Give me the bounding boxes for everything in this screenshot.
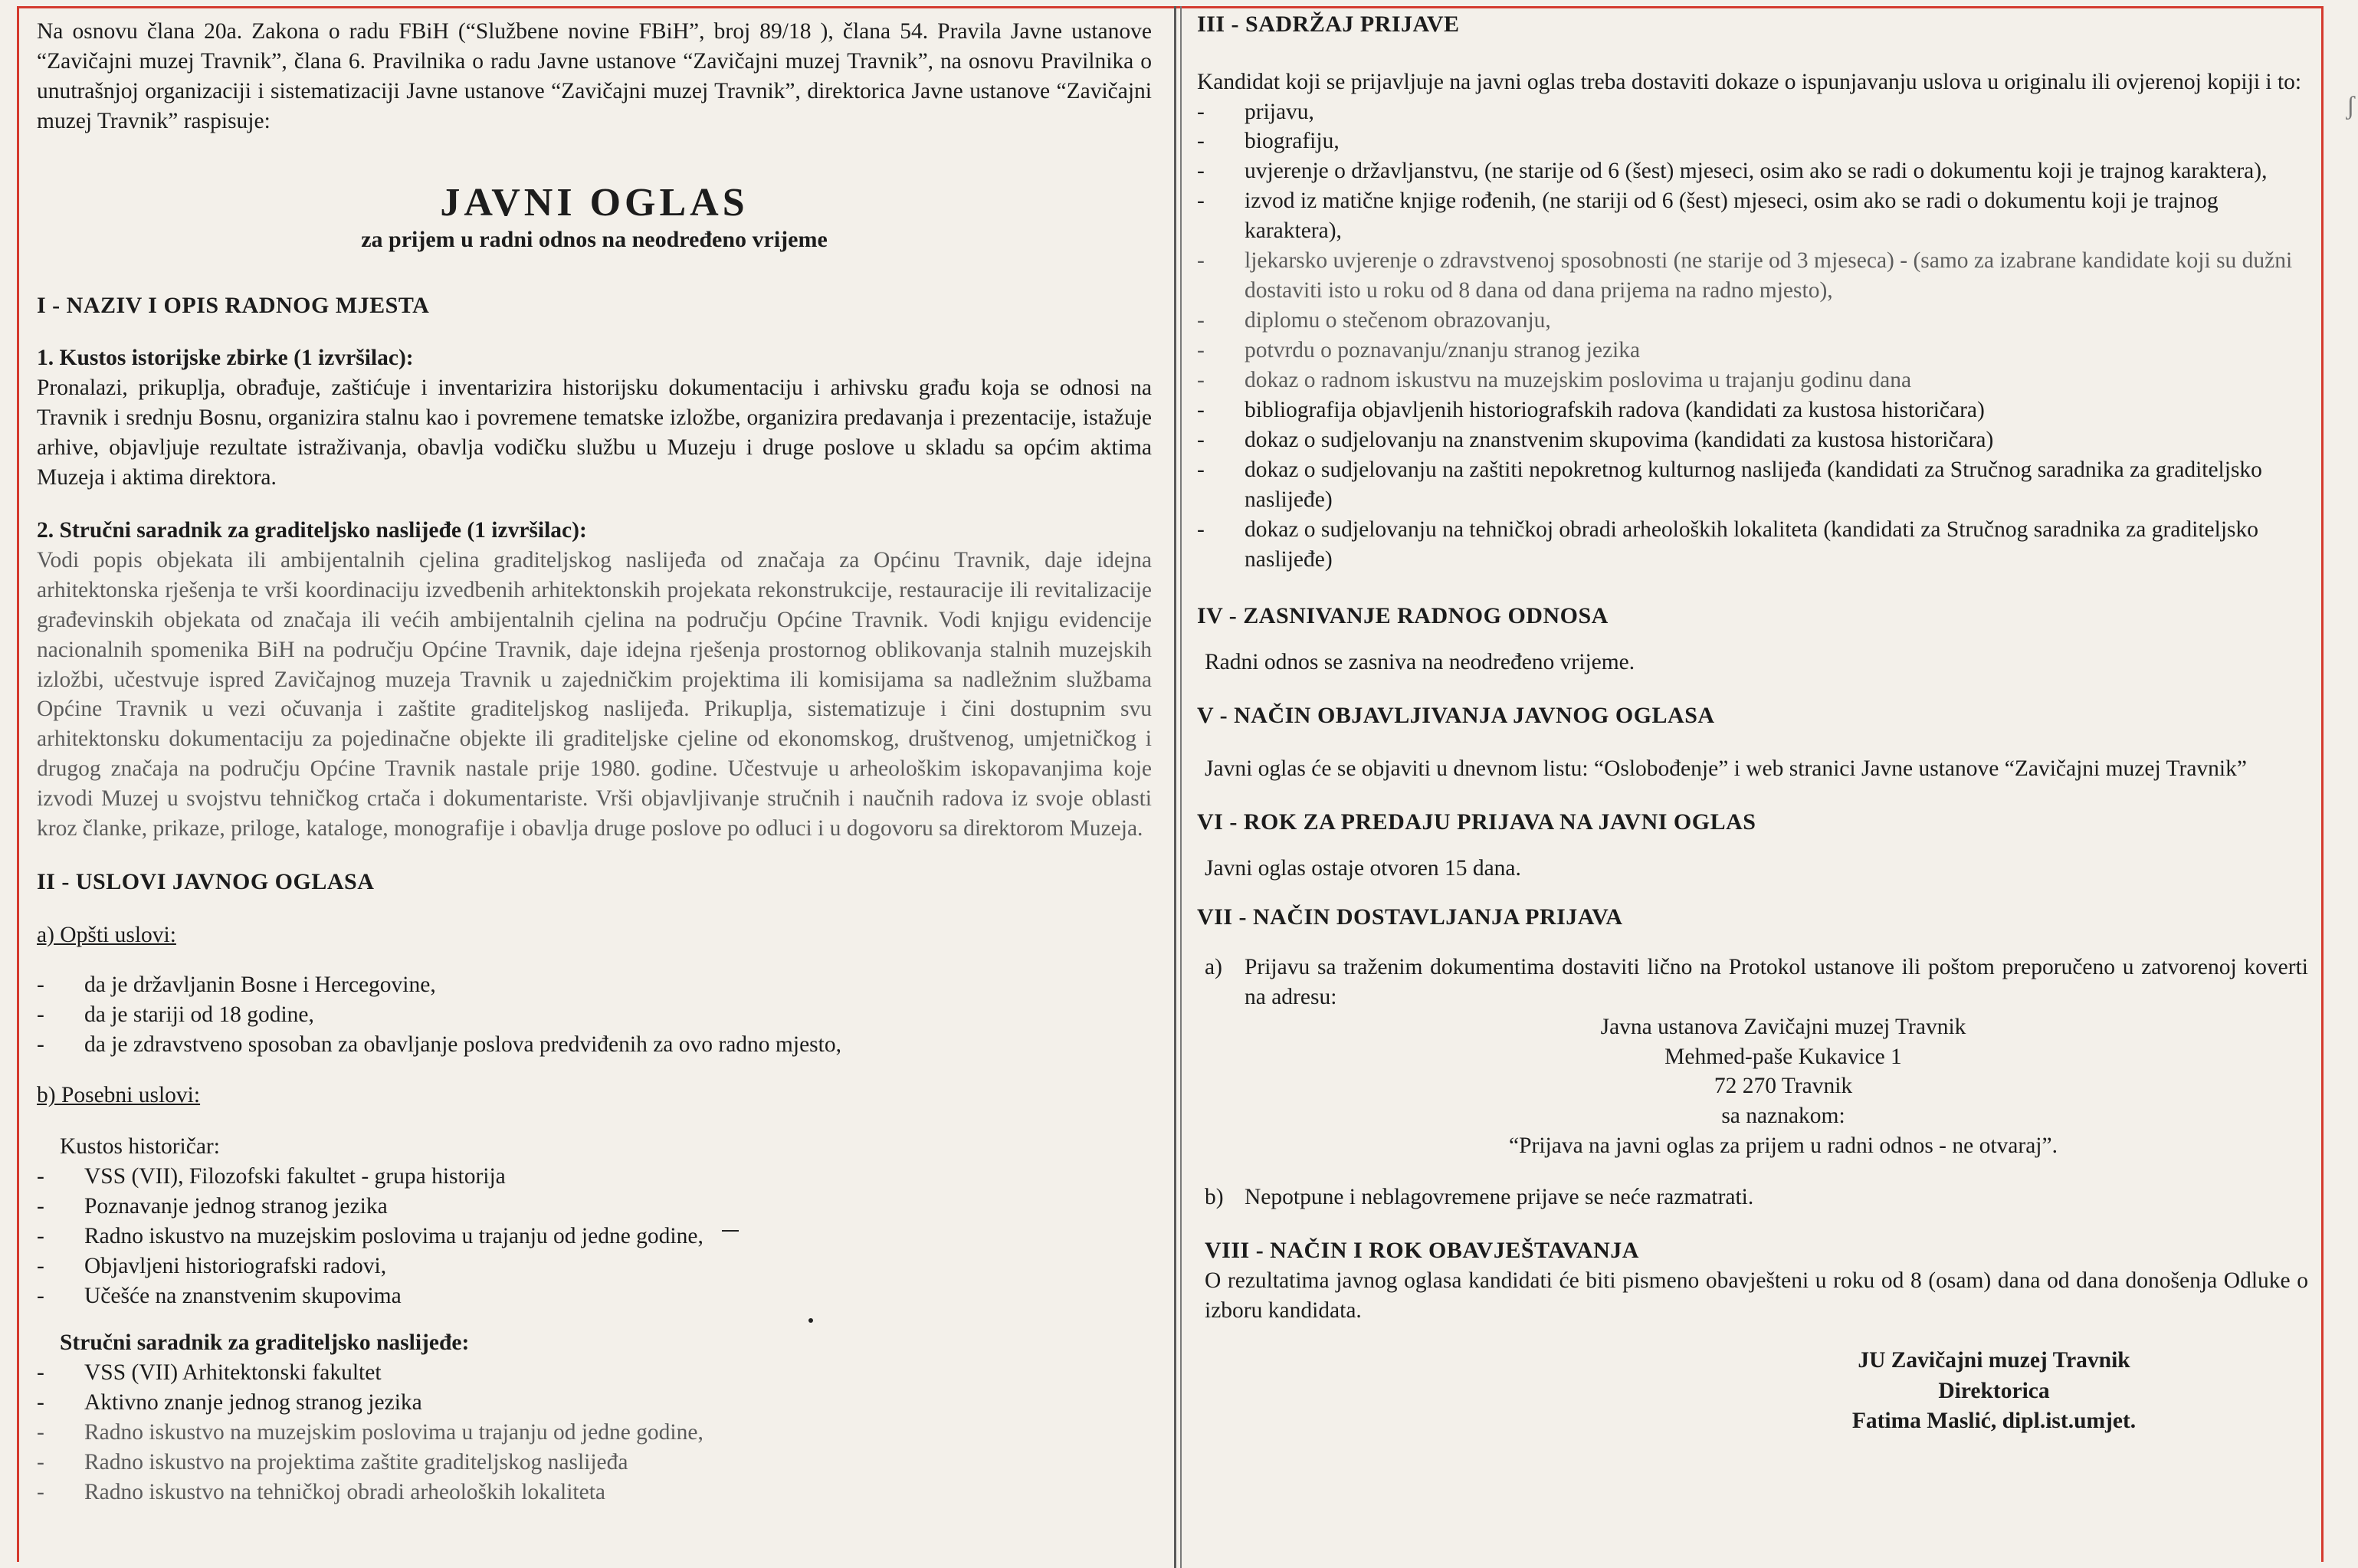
- intro-paragraph: Na osnovu člana 20a. Zakona o radu FBiH (“Službene novine FBiH”, broj 89/18 ), člana 54. Pravila Javne ustanove “Zavičajni muzej Travnik”, člana 6. Pravilnika o radu Javne ustanove “Zavičajni muzej Travnik”, na osnovu Pravilnika o unutrašnjoj organizaciji i sistematizaciji Javne ustanove “Zavičajni muzej Travnik”, direktorica Javne ustanove “Zavičajni muzej Travnik” raspisuje:: [37, 19, 1152, 133]
- list-item: - Poznavanje jednog stranog jezika: [37, 1192, 1152, 1222]
- list-item: - da je državljanin Bosne i Hercegovine,: [37, 970, 1152, 1000]
- list-item: - Objavljeni historiografski radovi,: [37, 1251, 1152, 1281]
- list-item: - diplomu o stečenom obrazovanju,: [1197, 306, 2308, 336]
- list-item: - izvod iz matične knjige rođenih, (ne stariji od 6 (šest) mjeseci, osim ako se radi o dokumentu koji je trajnog karaktera),: [1197, 186, 2308, 246]
- ad-subtitle: za prijem u radni odnos na neodređeno vrijeme: [361, 226, 828, 252]
- list-item: - Aktivno znanje jednog stranog jezika: [37, 1388, 1152, 1418]
- option-b-marker: b): [1205, 1185, 1224, 1210]
- list-item: - Učešće na znanstvenim skupovima: [37, 1281, 1152, 1311]
- list-item: - Radno iskustvo na projektima zaštite graditeljskog naslijeđa: [37, 1448, 1152, 1478]
- general-conditions-heading: a) Opšti uslovi:: [37, 922, 176, 947]
- section-5-heading: V - NAČIN OBJAVLJIVANJA JAVNOG OGLASA: [1197, 703, 1715, 729]
- option-b-text: Nepotpune i neblagovremene prijave se neće razmatrati.: [1245, 1185, 1754, 1210]
- kustos-conditions-list: [37, 1162, 1152, 1311]
- saradnik-label: Stručni saradnik za graditeljsko naslijeđe:: [60, 1330, 470, 1356]
- list-item: - da je stariji od 18 godine,: [37, 1000, 1152, 1030]
- section-7-heading: VII - NAČIN DOSTAVLJANJA PRIJAVA: [1197, 904, 1623, 930]
- ink-speck: [808, 1318, 813, 1323]
- list-item: - biografiju,: [1197, 126, 2308, 156]
- kustos-label: Kustos historičar:: [60, 1134, 220, 1160]
- address-line: Javna ustanova Zavičajni muzej Travnik: [1600, 1014, 1966, 1039]
- list-item: - Radno iskustvo na muzejskim poslovima u trajanju od jedne godine,: [37, 1222, 1152, 1251]
- list-item: - dokaz o sudjelovanju na tehničkoj obradi arheoloških lokaliteta (kandidati za Stručnog saradnika za graditeljsko naslijeđe): [1197, 515, 2308, 575]
- section-6-heading: VI - ROK ZA PREDAJU PRIJAVA NA JAVNI OGLAS: [1197, 809, 1756, 835]
- envelope-marking: “Prijava na javni oglas za prijem u radni odnos - ne otvaraj”.: [1509, 1133, 2058, 1159]
- option-a-text: Prijavu sa traženim dokumentima dostaviti lično na Protokol ustanove ili poštom preporučeno u zatvorenoj koverti na adresu:: [1245, 954, 2308, 1009]
- section-8-text: O rezultatima javnog oglasa kandidati će biti pismeno obavješteni u roku od 8 (osam) dana od dana donošenja Odluke o izboru kandidata.: [1205, 1268, 2308, 1323]
- section-5-text: Javni oglas će se objaviti u dnevnom listu: “Oslobođenje” i web stranici Javne ustanove “Zavičajni muzej Travnik”: [1205, 756, 2247, 781]
- section-1-heading: I - NAZIV I OPIS RADNOG MJESTA: [37, 292, 430, 318]
- ad-title: JAVNI OGLAS: [440, 180, 749, 225]
- list-item: - VSS (VII) Arhitektonski fakultet: [37, 1358, 1152, 1388]
- signature-name: Fatima Maslić, dipl.ist.umjet.: [1851, 1409, 2137, 1434]
- section-4-heading: IV - ZASNIVANJE RADNOG ODNOSA: [1197, 602, 1609, 628]
- signature-role: Direktorica: [1938, 1378, 2050, 1403]
- list-item: - prijavu,: [1197, 97, 2308, 127]
- position-2-description: Vodi popis objekata ili ambijentalnih cjelina graditeljskog naslijeđa od značaja za Općinu Travnik, daje idejna arhitektonska rješenja te vrši koordinaciju izvedbenih arhitektonskih projekata rekonstrukcije, restauracije ili revitalizacije građevinskih objekata od značaja ili većih ambijentalnih cjelina na području Općine Travnik. Vodi knjigu evidencije nacionalnih spomenika BiH na području Općine Travnik, daje idejna rješenja prostornog oblikovanja stalnih muzejskih izložbi, učestvuje ispred Zavičajnog muzeja Travnik u zajedničkim projektima ili komisijama sa nadležnim službama Općine Travnik u vezi očuvanja i zaštite graditeljskog naslijeđa. Prikuplja, sistematizuje i čini dostupnim svu arhitektonsku dokumentaciju za pojedinačne objekte ili graditeljske cjeline od ekonomskog, društvenog, umjetničkog i drugog značaja na području Općine Travnik nastale prije 1980. godine. Učestvuje u arheološkim iskopavanjima koje izvodi Muzej u svojstvu tehničkog crtača i dokumentariste. Vrši objavljivanje stručnih i naučnih radova iz svoje oblasti kroz članke, prikaze, priloge, kataloge, monografije i obavlja druge poslove po odluci i u dogovoru sa direktorom Muzeja.: [37, 547, 1152, 841]
- position-1-description: Pronalazi, prikuplja, obrađuje, zaštićuje i inventarizira historijsku dokumentaciju i arhivsku građu koja se odnosi na Travnik i srednju Bosnu, organizira stalnu kao i povremene tematske izložbe, organizira predavanja i prezentacije, istažuje arhive, objavljuje rezultate istraživanja, obavlja vodičku službu u Muzeju i druge poslove u skladu sa općim aktima Muzeja i aktima direktora.: [37, 376, 1152, 490]
- column-divider-inner: [1180, 6, 1182, 1568]
- section-4-text: Radni odnos se zasniva na neodređeno vrijeme.: [1205, 650, 1635, 675]
- list-item: - Radno iskustvo na tehničkoj obradi arheoloških lokaliteta: [37, 1478, 1152, 1507]
- list-item: - Radno iskustvo na muzejskim poslovima u trajanju od jedne godine,: [37, 1418, 1152, 1448]
- saradnik-conditions-list: [37, 1358, 1152, 1507]
- list-item: - da je zdravstveno sposoban za obavljanje poslova predviđenih za ovo radno mjesto,: [37, 1030, 1152, 1060]
- option-a-marker: a): [1205, 954, 1222, 979]
- left-column: [37, 8, 1152, 1507]
- general-conditions-list: [37, 970, 1152, 1060]
- ink-mark: [722, 1230, 739, 1232]
- signature-org: JU Zavičajni muzej Travnik: [1858, 1347, 2130, 1373]
- section-8-heading: VIII - NAČIN I ROK OBAVJEŠTAVANJA: [1205, 1238, 1639, 1264]
- address-line: Mehmed-paše Kukavice 1: [1664, 1044, 1902, 1069]
- position-2-heading: 2. Stručni saradnik za graditeljsko naslijeđe (1 izvršilac):: [37, 517, 587, 543]
- page-edge-mark: ʃ: [2346, 92, 2355, 120]
- list-item: - dokaz o sudjelovanju na zaštiti nepokretnog kulturnog naslijeđa (kandidati za Stručnog saradnika za graditeljsko naslijeđe): [1197, 455, 2308, 515]
- column-divider: [1174, 6, 1176, 1568]
- list-item: - dokaz o radnom iskustvu na muzejskim poslovima u trajanju godinu dana: [1197, 366, 2308, 395]
- documents-list: [1197, 97, 2308, 575]
- address-line: 72 270 Travnik: [1714, 1074, 1853, 1099]
- right-column: [1197, 8, 2308, 1437]
- section-2-heading: II - USLOVI JAVNOG OGLASA: [37, 869, 375, 895]
- position-1-heading: 1. Kustos istorijske zbirke (1 izvršilac):: [37, 346, 414, 371]
- list-item: - dokaz o sudjelovanju na znanstvenim skupovima (kandidati za kustosa historičara): [1197, 425, 2308, 455]
- signature-block: [1795, 1346, 2193, 1437]
- special-conditions-heading: b) Posebni uslovi:: [37, 1083, 201, 1108]
- list-item: - ljekarsko uvjerenje o zdravstvenoj sposobnosti (ne starije od 3 mjeseca) - (samo za izabrane kandidate koji su dužni dostaviti isto u roku od 8 dana od dana prijema na radno mjesto),: [1197, 246, 2308, 306]
- list-item: - bibliografija objavljenih historiografskih radova (kandidati za kustosa historičara): [1197, 395, 2308, 425]
- list-item: - potvrdu o poznavanju/znanju stranog jezika: [1197, 336, 2308, 366]
- list-item: - uvjerenje o državljanstvu, (ne starije od 6 (šest) mjeseci, osim ako se radi o dokumentu koji je trajnog karaktera),: [1197, 156, 2308, 186]
- delivery-option-b: [1197, 1183, 2308, 1212]
- address-line: sa naznakom:: [1721, 1104, 1845, 1129]
- section-3-heading: III - SADRŽAJ PRIJAVE: [1197, 11, 1460, 37]
- section-6-text: Javni oglas ostaje otvoren 15 dana.: [1205, 856, 1521, 881]
- delivery-address: [1258, 1012, 2308, 1162]
- delivery-option-a: [1197, 953, 2308, 1012]
- section-3-intro: Kandidat koji se prijavljuje na javni oglas treba dostaviti dokaze o ispunjavanju uslova u originalu ili ovjerenoj kopiji i to:: [1197, 69, 2302, 94]
- list-item: - VSS (VII), Filozofski fakultet - grupa historija: [37, 1162, 1152, 1192]
